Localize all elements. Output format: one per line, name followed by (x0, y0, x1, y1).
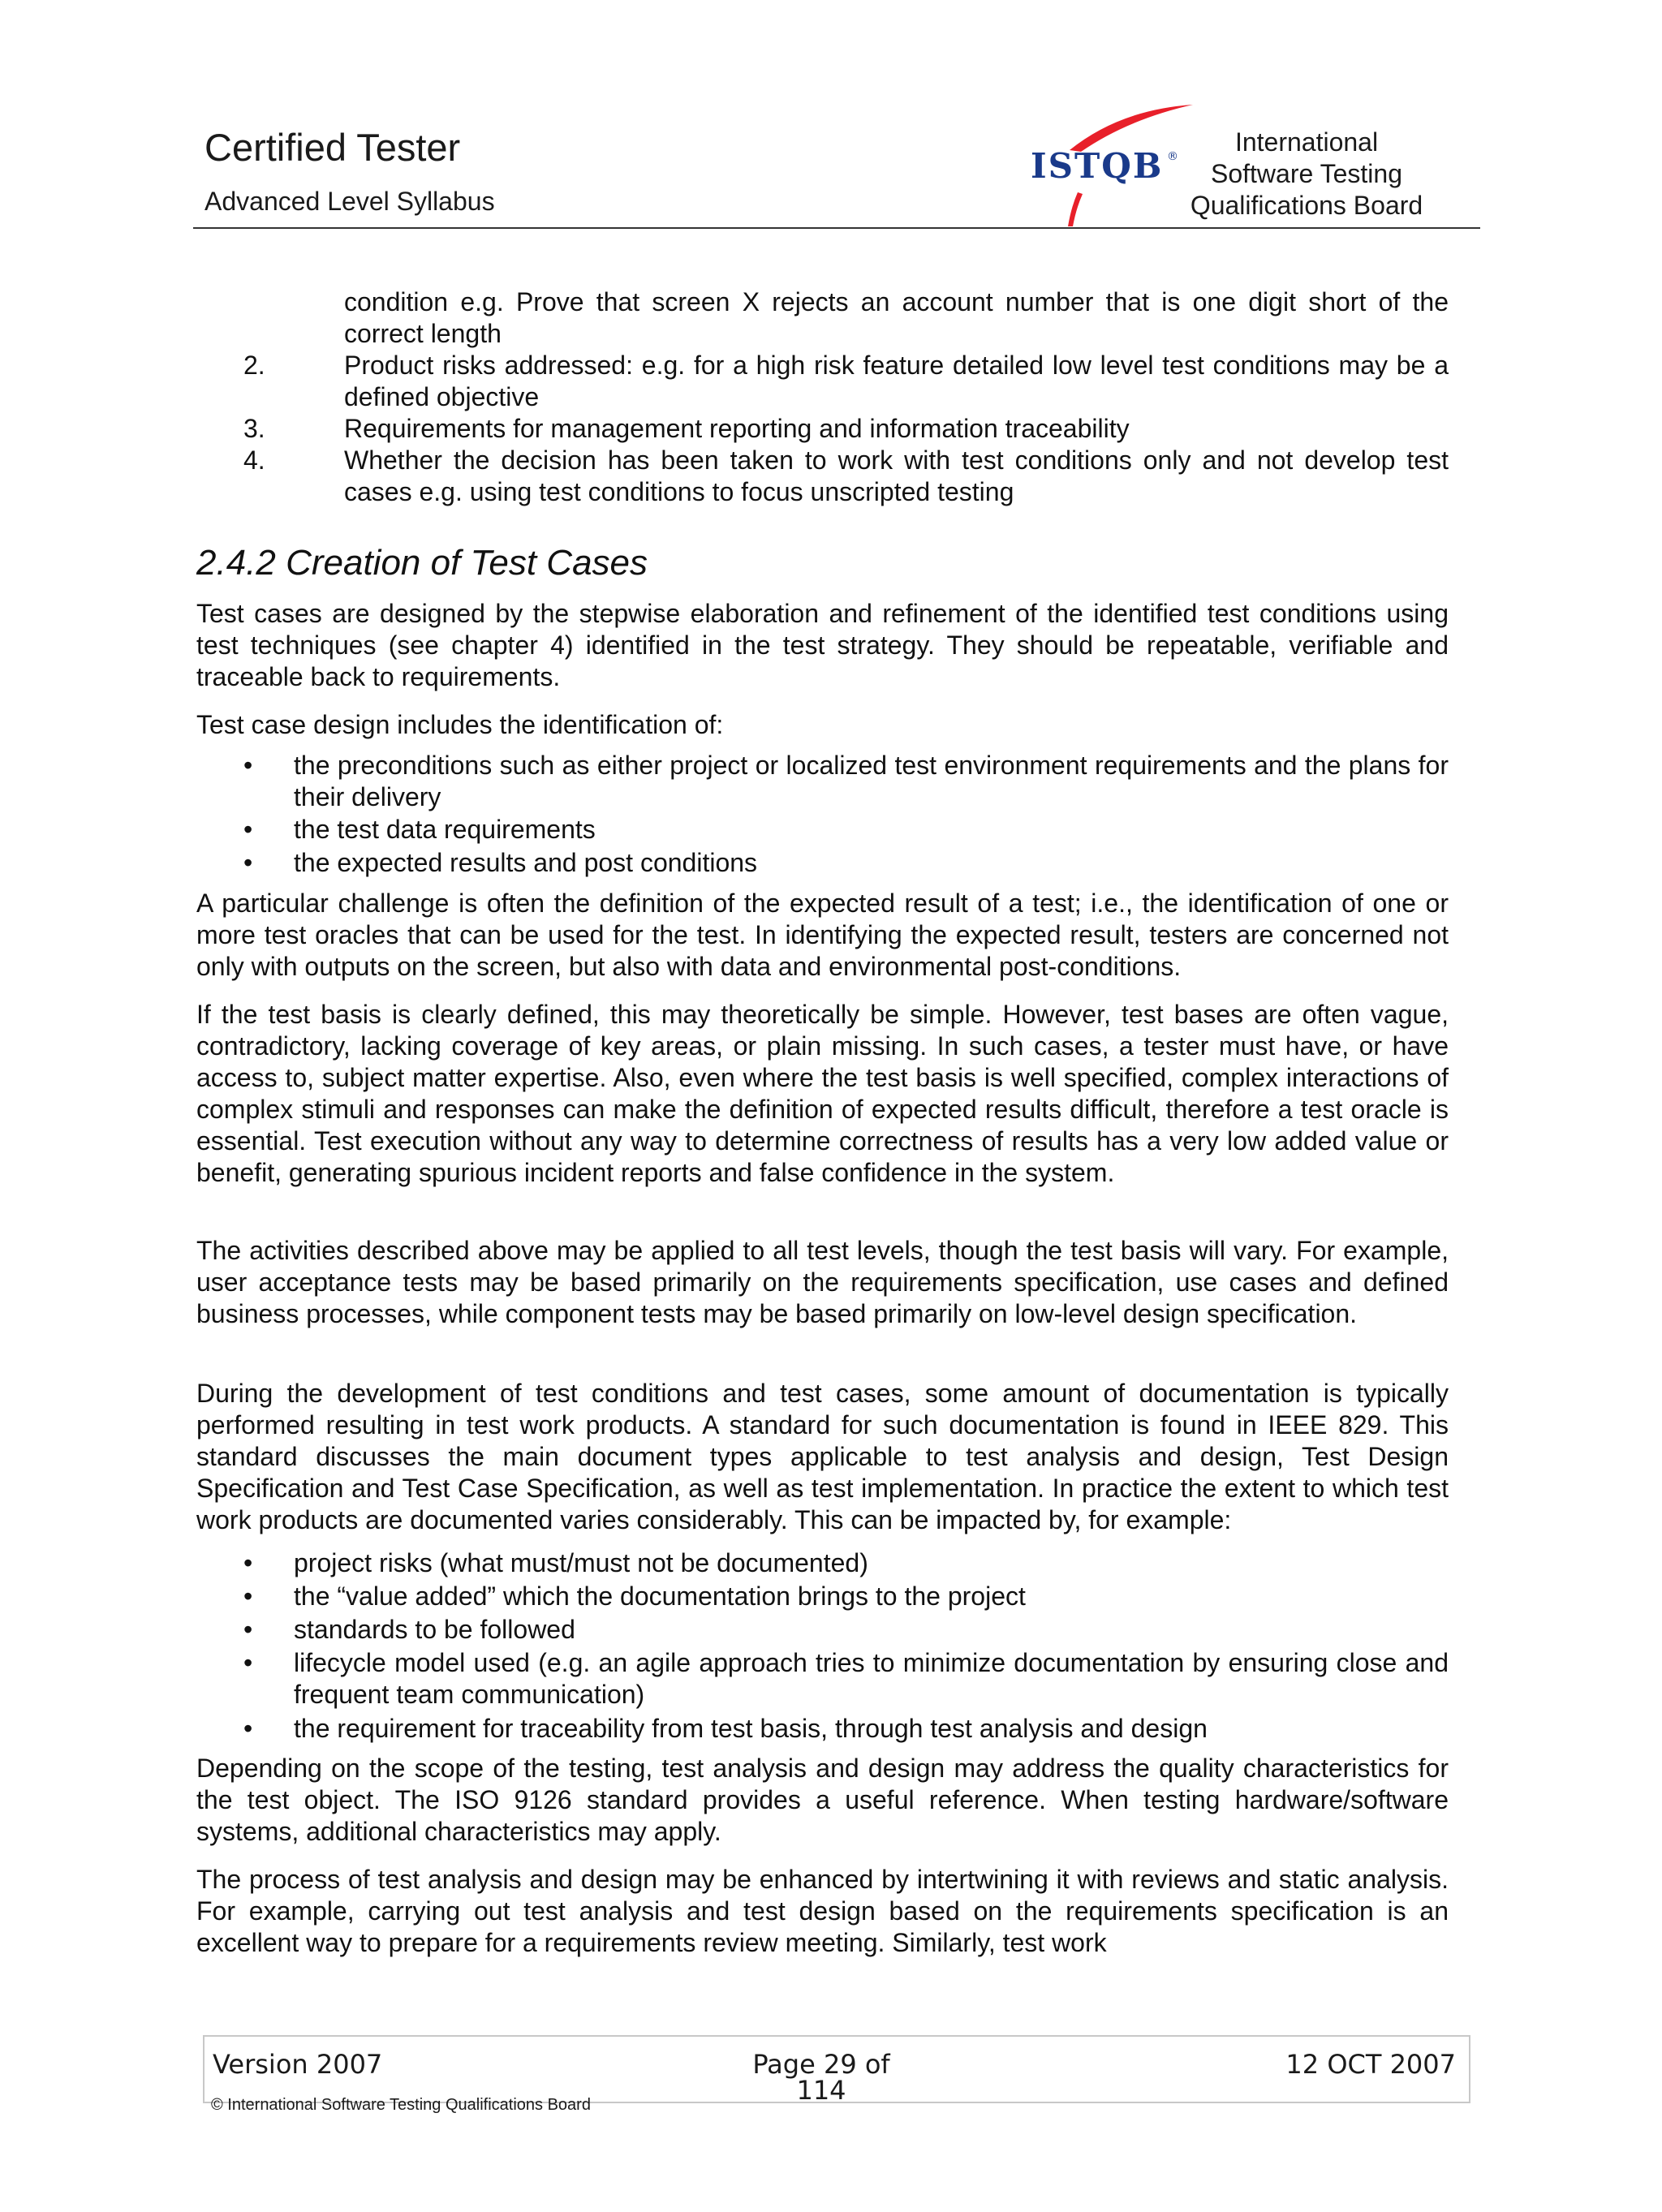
logo-registered-mark: ® (1167, 150, 1178, 163)
footer-page-number: Page 29 of 114 (752, 2049, 890, 2106)
bullet-item: project risks (what must/must not be documented) (294, 1548, 868, 1577)
bullet-marker: • (243, 1714, 253, 1743)
bullet-marker: • (243, 751, 253, 780)
paragraph: The activities described above may be applied to all test levels, though the test basis will vary. For example, user acceptance tests may be based primarily on the requirements specification, use cases and defined business processes, while component tests may be based primarily on low-level design specification. (196, 1236, 1449, 1328)
bullet-marker: • (243, 1548, 253, 1577)
footer-date: 12 OCT 2007 (1285, 2049, 1456, 2080)
document-title: Certified Tester (205, 126, 461, 169)
org-line: Software Testing (1211, 159, 1402, 188)
bullet-item: the preconditions such as either project or localized test environment requirements and the plans for their delivery (294, 751, 1449, 811)
numbered-item-number: 2. (243, 351, 265, 380)
paragraph: During the development of test conditions and test cases, some amount of documentation is typically performed resulting in test work products. A standard for such documentation is found in IEEE 829. This standard discusses the main document types applicable to test analysis and design, Test Design Specification and Test Case Specification, as well as test implementation. In practice the extent to which test work products are documented varies considerably. This can be impacted by, for example: (196, 1379, 1449, 1534)
bullet-marker: • (243, 1648, 253, 1677)
bullet-item: the test data requirements (294, 815, 596, 844)
numbered-item-number: 4. (243, 445, 265, 475)
bullet-item: standards to be followed (294, 1615, 575, 1644)
numbered-item-text: Requirements for management reporting and information traceability (344, 414, 1130, 443)
footer-copyright: © International Software Testing Qualifications Board (211, 2096, 591, 2114)
bullet-marker: • (243, 848, 253, 877)
header-divider (193, 227, 1480, 229)
numbered-item-text: Product risks addressed: e.g. for a high risk feature detailed low level test conditions may be a defined objective (344, 351, 1449, 411)
paragraph: Test cases are designed by the stepwise elaboration and refinement of the identified test conditions using test techniques (see chapter 4) identified in the test strategy. They should be repeatable, verifiable and traceable back to requirements. (196, 599, 1449, 691)
bullet-item: the requirement for traceability from test basis, through test analysis and design (294, 1714, 1208, 1743)
bullet-marker: • (243, 815, 253, 844)
org-line: Qualifications Board (1190, 191, 1423, 220)
paragraph: Test case design includes the identification of: (196, 710, 724, 739)
bullet-item: lifecycle model used (e.g. an agile approach tries to minimize documentation by ensuring close and frequent team communication) (294, 1648, 1449, 1709)
bullet-marker: • (243, 1615, 253, 1644)
bullet-item: the “value added” which the documentation brings to the project (294, 1582, 1026, 1611)
paragraph: Depending on the scope of the testing, test analysis and design may address the quality characteristics for the test object. The ISO 9126 standard provides a useful reference. When testing hardware/software systems, additional characteristics may apply. (196, 1754, 1449, 1846)
footer-version: Version 2007 (213, 2049, 383, 2080)
section-heading: 2.4.2 Creation of Test Cases (196, 543, 648, 583)
org-line: International (1234, 127, 1379, 157)
numbered-item-text: Whether the decision has been taken to work with test conditions only and not develop test cases e.g. using test conditions to focus unscripted testing (344, 445, 1449, 506)
logo-swoosh-tail (1068, 192, 1083, 226)
paragraph: A particular challenge is often the definition of the expected result of a test; i.e., the identification of one or more test oracles that can be used for the test. In identifying the expected result, testers are concerned not only with outputs on the screen, but also with data and environmental post-conditions. (196, 889, 1449, 981)
organization-name (1169, 127, 1445, 222)
numbered-item-continuation: condition e.g. Prove that screen X rejects an account number that is one digit short of the correct length (344, 287, 1449, 348)
bullet-item: the expected results and post conditions (294, 848, 758, 877)
paragraph: The process of test analysis and design may be enhanced by intertwining it with reviews and static analysis. For example, carrying out test analysis and test design based on the requirements specification is an excellent way to prepare for a requirements review meeting. Similarly, test work (196, 1865, 1449, 1957)
logo-text: ISTQB (1031, 146, 1164, 186)
page-footer (203, 2035, 1470, 2114)
bullet-marker: • (243, 1582, 253, 1611)
paragraph: If the test basis is clearly defined, this may theoretically be simple. However, test bases are often vague, contradictory, lacking coverage of key areas, or plain missing. In such cases, a tester must have, or have access to, subject matter expertise. Also, even where the test basis is well specified, complex interactions of complex stimuli and responses can make the definition of expected results difficult, therefore a test oracle is essential. Test execution without any way to determine correctness of results has a very low added value or benefit, generating spurious incident reports and false confidence in the system. (196, 1000, 1449, 1187)
numbered-item-number: 3. (243, 414, 265, 443)
document-subtitle: Advanced Level Syllabus (205, 187, 495, 216)
